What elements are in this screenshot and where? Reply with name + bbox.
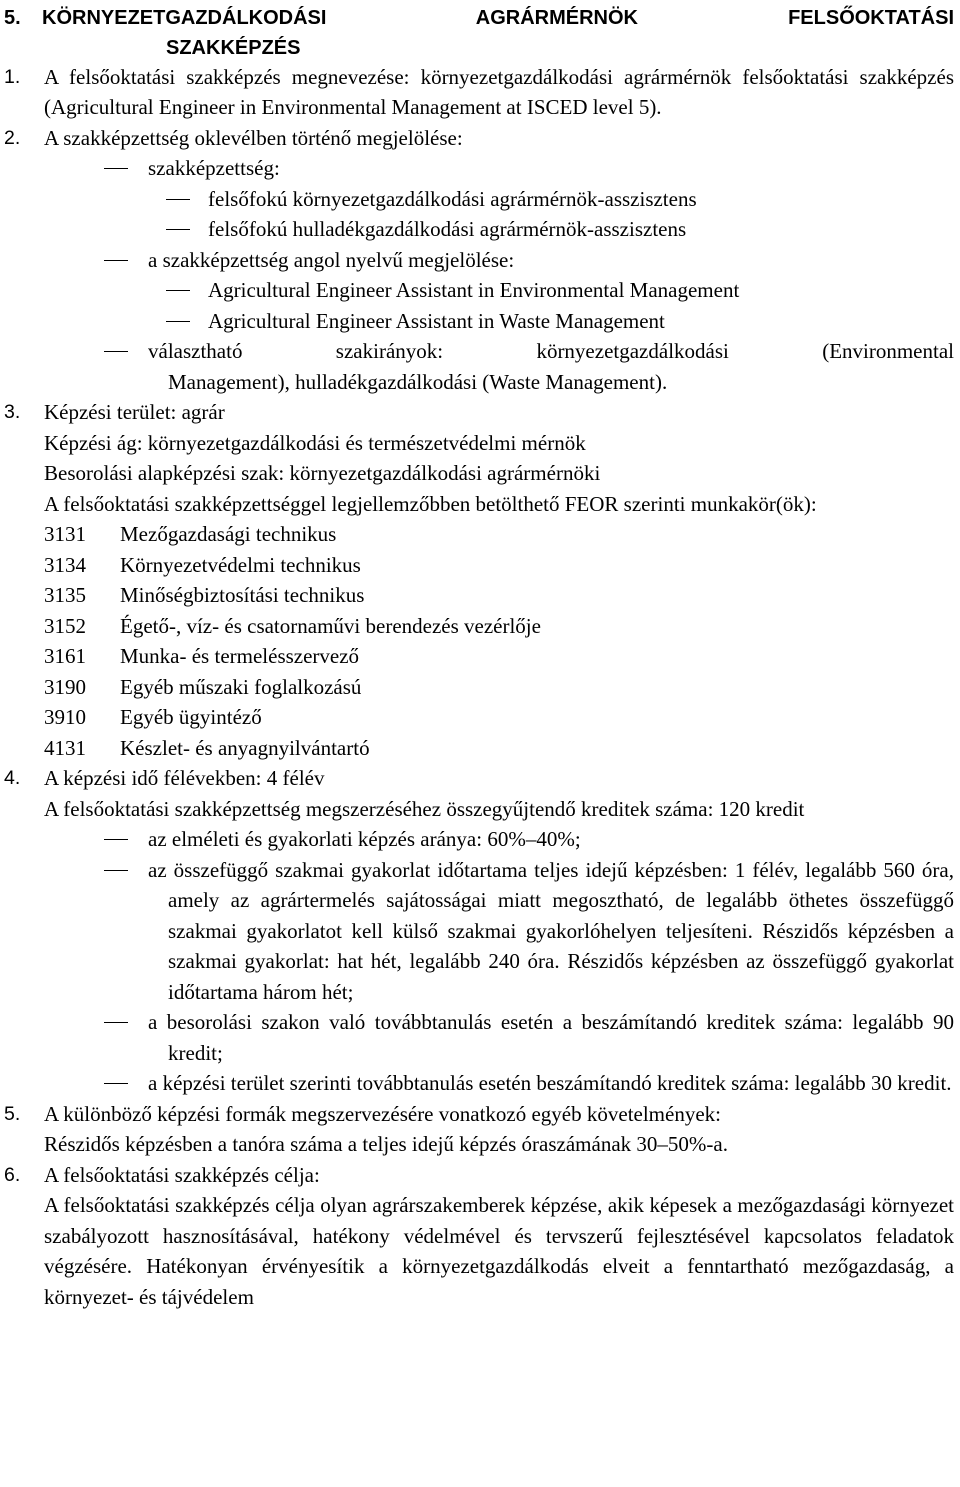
feor-row <box>4 672 954 703</box>
dash-item <box>4 1007 954 1068</box>
document-heading <box>4 3 954 34</box>
dash-subitem <box>4 306 954 337</box>
credits-required: A felsőoktatási szakképzettség megszerzéséhez összegyűjtendő kreditek száma: 120 kredit <box>44 796 805 821</box>
section-1-text: A felsőoktatási szakképzés megnevezése: környezetgazdálkodási agrármérnök felsőoktatási szakképzés (Agricultural Engineer in Environmental Management at ISCED level 5). <box>44 64 954 119</box>
section-6-body: A felsőoktatási szakképzés célja olyan agrárszakemberek képzése, akik képesek a mezőgazdasági környezet szabályozott hasznosításával, hatékony védelmével és tervszerű fejlesztésével kapcsolatos feladatok végzésére. Hatékonyan érvényesítik a környezetgazdálkodás elveit a fenntartható mezőgazdaság, a környezet- és tájvédelem <box>44 1193 954 1309</box>
dash-item <box>4 153 954 184</box>
dash-subitem <box>4 214 954 245</box>
feor-row <box>4 550 954 581</box>
feor-code: 3134 <box>44 552 86 577</box>
qualification-label: szakképzettség: <box>148 156 280 180</box>
dash-mark <box>166 290 190 291</box>
dash-subitem <box>4 184 954 215</box>
section-2 <box>4 123 954 154</box>
dash-mark <box>166 199 190 200</box>
heading-line2: SZAKKÉPZÉS <box>166 36 301 59</box>
section-3-number: 3. <box>4 401 21 423</box>
feor-list <box>4 519 954 763</box>
feor-code: 4131 <box>44 735 86 760</box>
dash-subitem <box>4 275 954 306</box>
dash-mark <box>104 870 128 871</box>
section-5-body: Részidős képzésben a tanóra száma a teljes idejű képzés óraszámának 30–50%-a. <box>44 1132 728 1156</box>
dash-item <box>4 855 954 1008</box>
section-4 <box>4 763 954 794</box>
feor-row <box>4 641 954 672</box>
feor-code: 3910 <box>44 705 86 729</box>
feor-intro: A felsőoktatási szakképzettséggel legjellemzőbben betölthető FEOR szerinti munkakör(ök): <box>44 491 817 516</box>
dash-mark <box>104 260 128 261</box>
feor-row <box>4 519 954 550</box>
section-4-text: A képzési idő félévekben: 4 félév <box>44 766 325 790</box>
feor-code: 3190 <box>44 674 86 699</box>
internship-duration: az összefüggő szakmai gyakorlat időtartama teljes idejű képzésben: 1 félév, legalább 560 óra, amely az agrártermelés sajátosságai miatt megosztható, de legalább öthetes összefüggő szakmai gyakorlatot kell külső szakmai gyakorlóhelyen teljesíteni. Részidős képzésben a szakmai gyakorlat: hat hét, legalább 240 óra. Részidős képzésben az összefüggő gyakorlat időtartama három hét; <box>148 857 954 1004</box>
section-5-number: 5. <box>4 1102 21 1125</box>
feor-row <box>4 580 954 611</box>
english-label: a szakképzettség angol nyelvű megjelölése: <box>148 247 515 272</box>
section-5 <box>4 1099 954 1130</box>
feor-row <box>4 733 954 764</box>
feor-name: Egyéb ügyintéző <box>120 705 262 729</box>
section-6-number: 6. <box>4 1163 21 1186</box>
section-2-text: A szakképzettség oklevélben történő megjelölése: <box>44 125 463 150</box>
training-branch: Képzési ág: környezetgazdálkodási és természetvédelmi mérnök <box>44 430 586 455</box>
dash-mark <box>104 1022 128 1023</box>
feor-name: Mezőgazdasági technikus <box>120 522 337 546</box>
specializations-line1: választható szakirányok: környezetgazdálkodási (Environmental <box>148 339 954 363</box>
feor-code: 3131 <box>44 522 86 546</box>
section-3-text: Képzési terület: agrár <box>44 400 225 424</box>
qualification-item: felsőfokú hulladékgazdálkodási agrármérnök-asszisztens <box>208 217 687 241</box>
feor-row <box>4 611 954 642</box>
section-5-text: A különböző képzési formák megszervezésére vonatkozó egyéb követelmények: <box>44 1101 721 1126</box>
feor-code: 3135 <box>44 583 86 607</box>
feor-name: Minőségbiztosítási technikus <box>120 583 365 607</box>
feor-row <box>4 702 954 733</box>
section-4-number: 4. <box>4 767 21 789</box>
dash-mark <box>104 351 128 352</box>
feor-name: Egyéb műszaki foglalkozású <box>120 674 362 699</box>
theory-practice-ratio: az elméleti és gyakorlati képzés aránya: 60%–40%; <box>148 827 581 851</box>
dash-mark <box>104 839 128 840</box>
dash-item <box>4 336 954 367</box>
feor-name: Környezetvédelmi technikus <box>120 552 361 577</box>
heading-number: 5. <box>4 7 21 29</box>
english-item: Agricultural Engineer Assistant in Waste Management <box>208 308 665 333</box>
feor-code: 3152 <box>44 613 86 638</box>
section-2-number: 2. <box>4 126 21 149</box>
heading-line1: KÖRNYEZETGAZDÁLKODÁSI AGRÁRMÉRNÖK FELSŐOKTATÁSI <box>42 7 954 29</box>
dash-item <box>4 245 954 276</box>
credits-same-field: a képzési terület szerinti továbbtanulás esetén beszámítandó kreditek száma: legalább 30 kredit. <box>148 1071 952 1095</box>
qualification-item: felsőfokú környezetgazdálkodási agrármérnök-asszisztens <box>208 186 697 211</box>
feor-code: 3161 <box>44 644 86 668</box>
dash-mark <box>166 229 190 230</box>
credits-same-programme: a besorolási szakon való továbbtanulás esetén a beszámítandó kreditek száma: legalább 90 kredit; <box>148 1010 954 1065</box>
dash-mark <box>104 168 128 169</box>
feor-name: Készlet- és anyagnyilvántartó <box>120 735 370 760</box>
dash-item <box>4 824 954 855</box>
feor-name: Munka- és termelésszervező <box>120 644 360 668</box>
dash-mark <box>166 321 190 322</box>
section-6 <box>4 1160 954 1191</box>
section-3 <box>4 397 954 428</box>
section-1-number: 1. <box>4 65 21 88</box>
feor-name: Égető-, víz- és csatornaművi berendezés vezérlője <box>120 613 541 638</box>
basic-programme: Besorolási alapképzési szak: környezetgazdálkodási agrármérnöki <box>44 461 601 485</box>
specializations-line2: Management), hulladékgazdálkodási (Waste Management). <box>168 369 668 394</box>
section-1 <box>4 62 954 123</box>
section-6-text: A felsőoktatási szakképzés célja: <box>44 1162 320 1187</box>
dash-mark <box>104 1083 128 1084</box>
dash-item <box>4 1068 954 1099</box>
english-item: Agricultural Engineer Assistant in Environmental Management <box>208 278 740 302</box>
